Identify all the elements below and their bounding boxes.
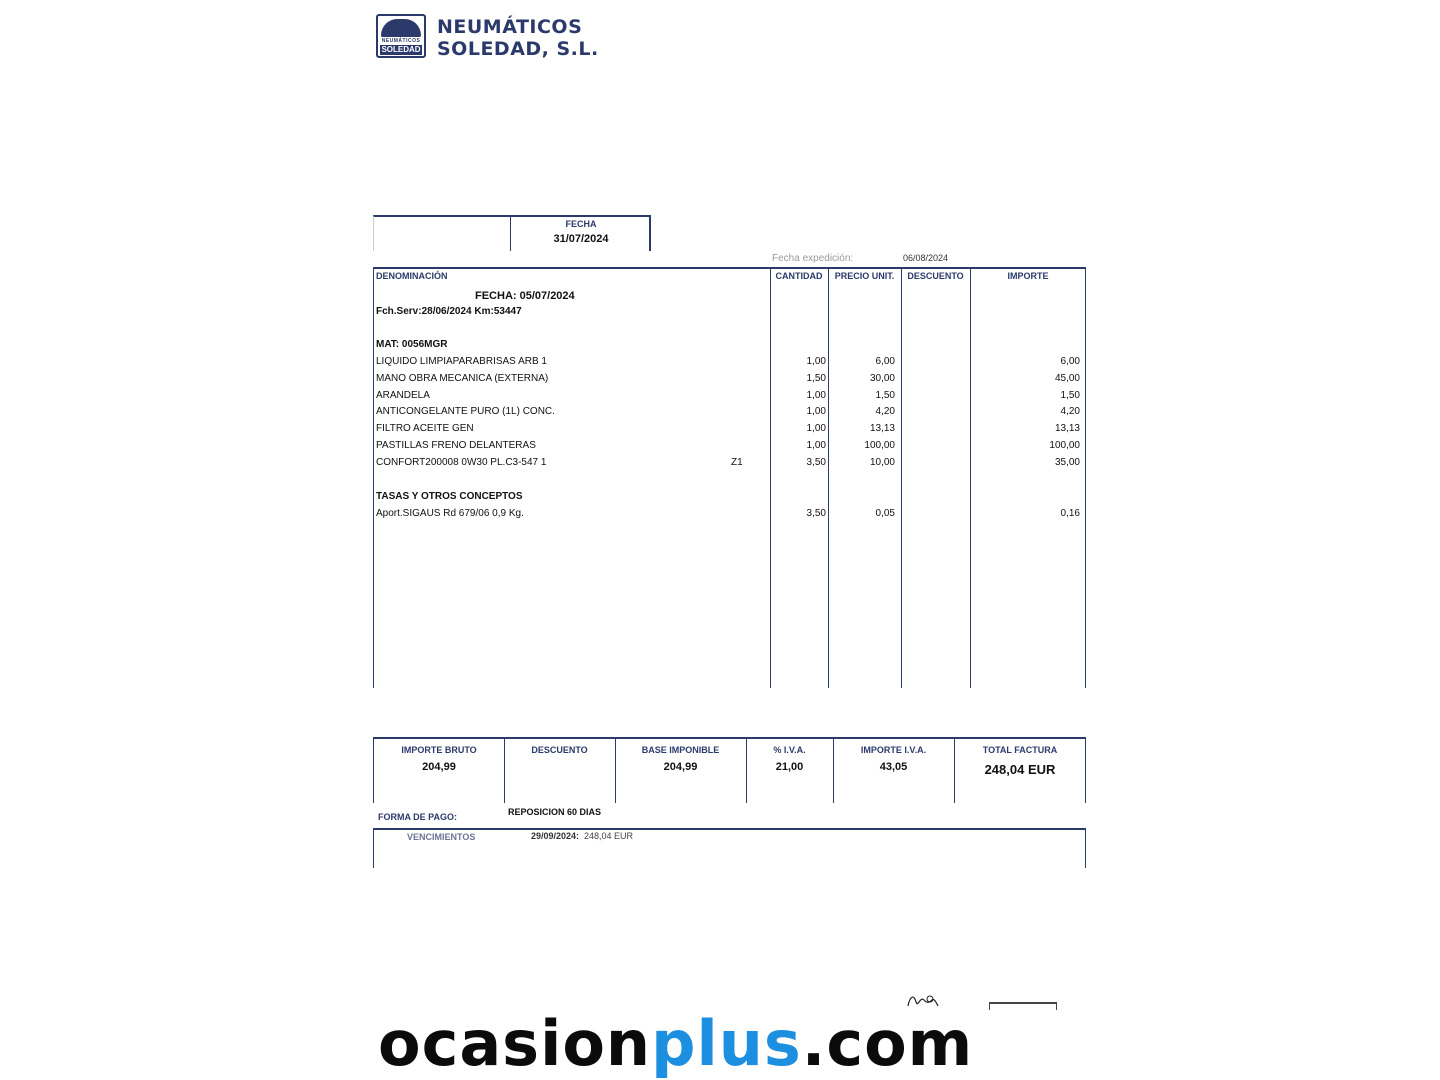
plate-line: MAT: 0056MGR: [376, 339, 448, 350]
column-divider: [901, 269, 902, 688]
item-unit-price: 6,00: [875, 356, 895, 367]
header-precio: PRECIO UNIT.: [834, 271, 895, 281]
due-dates-box: [373, 828, 1086, 868]
totals-table: [373, 737, 1086, 803]
item-code: Z1: [731, 456, 743, 468]
item-amount: 100,00: [1049, 440, 1080, 451]
vat-amount-label: IMPORTE I.V.A.: [860, 745, 927, 755]
logo-badge-top-text: NEUMÁTICOS: [381, 38, 421, 44]
payment-method-label: FORMA DE PAGO:: [378, 812, 457, 822]
item-quantity: 1,00: [806, 423, 826, 435]
invoice-date-box: [373, 215, 651, 251]
item-description: ARANDELA: [376, 389, 430, 401]
item-amount: 45,00: [1054, 372, 1080, 384]
item-amount: 35,00: [1054, 456, 1080, 468]
header-importe: IMPORTE: [1007, 271, 1049, 281]
column-divider: [828, 269, 829, 688]
watermark-part1: ocasion: [378, 1007, 652, 1080]
tasa-unit-price: 0,05: [875, 508, 895, 519]
item-unit-price: 4,20: [875, 406, 895, 418]
gross-amount-value: 204,99: [422, 761, 456, 773]
item-unit-price: 100,00: [864, 440, 895, 451]
header-denominacion: DENOMINACIÓN: [376, 271, 448, 281]
invoice-date-label: FECHA: [565, 219, 597, 229]
due-amount: 248,04 EUR: [584, 831, 634, 841]
tasa-amount: 0,16: [1060, 508, 1080, 519]
company-name: [437, 16, 599, 60]
eagle-icon: [381, 19, 421, 37]
item-unit-price: 13,13: [869, 423, 895, 435]
column-divider: [770, 269, 771, 688]
due-dates-label: VENCIMIENTOS: [407, 832, 476, 842]
item-quantity: 1,50: [806, 372, 826, 384]
item-description: FILTRO ACEITE GEN: [376, 423, 474, 435]
due-date: 29/09/2024:: [531, 831, 580, 841]
signature-box: [989, 1002, 1057, 1010]
tax-base-label: BASE IMPONIBLE: [641, 745, 720, 755]
item-quantity: 1,00: [806, 406, 826, 418]
invoice-total-label: TOTAL FACTURA: [982, 745, 1058, 755]
item-unit-price: 1,50: [875, 389, 895, 401]
issue-date-value: 06/08/2024: [903, 253, 949, 263]
item-description: CONFORT200008 0W30 PL.C3-547 1: [376, 456, 547, 468]
item-quantity: 1,00: [806, 440, 826, 451]
payment-method-value: REPOSICION 60 DIAS: [508, 807, 602, 817]
tasas-title: TASAS Y OTROS CONCEPTOS: [376, 491, 523, 502]
issue-date-label: Fecha expedición:: [772, 253, 854, 264]
discount-label: DESCUENTO: [531, 745, 588, 755]
vat-percent-value: 21,00: [775, 761, 804, 773]
vat-amount-value: 43,05: [879, 761, 908, 773]
item-description: MANO OBRA MECANICA (EXTERNA): [376, 372, 549, 384]
invoice-total-value: 248,04 EUR: [984, 762, 1056, 777]
watermark-part3: .com: [801, 1007, 974, 1080]
service-date-line: FECHA: 05/07/2024: [475, 290, 575, 302]
watermark: [378, 1008, 973, 1080]
item-quantity: 3,50: [806, 456, 826, 468]
invoice-date-cell: [510, 215, 651, 251]
company-name-line2: SOLEDAD, S.L.: [437, 38, 599, 60]
tasa-description: Aport.SIGAUS Rd 679/06 0,9 Kg.: [376, 508, 524, 519]
item-amount: 13,13: [1054, 423, 1080, 435]
header-descuento: DESCUENTO: [907, 271, 964, 281]
item-quantity: 1,00: [806, 356, 826, 367]
item-amount: 4,20: [1060, 406, 1080, 418]
logo-badge-bottom-text: SOLEDAD: [381, 45, 421, 54]
tasa-quantity: 3,50: [806, 508, 826, 519]
company-logo-badge: [376, 14, 426, 58]
company-name-line1: NEUMÁTICOS: [437, 16, 583, 38]
column-divider: [970, 269, 971, 688]
invoice-lines-table: [373, 267, 1086, 688]
vat-percent-label: % I.V.A.: [773, 745, 806, 755]
item-description: LIQUIDO LIMPIAPARABRISAS ARB 1: [376, 356, 547, 367]
item-description: PASTILLAS FRENO DELANTERAS: [376, 440, 536, 451]
gross-amount-label: IMPORTE BRUTO: [401, 745, 477, 755]
invoice-date-value: 31/07/2024: [553, 233, 609, 245]
item-quantity: 1,00: [806, 389, 826, 401]
tax-base-value: 204,99: [663, 761, 698, 773]
header-cantidad: CANTIDAD: [775, 271, 823, 281]
item-amount: 1,50: [1060, 389, 1080, 401]
item-description: ANTICONGELANTE PURO (1L) CONC.: [376, 406, 555, 418]
item-unit-price: 10,00: [869, 456, 895, 468]
service-km-line: Fch.Serv:28/06/2024 Km:53447: [376, 306, 522, 317]
watermark-part2: plus: [651, 1007, 802, 1080]
item-amount: 6,00: [1060, 356, 1080, 367]
item-unit-price: 30,00: [869, 372, 895, 384]
